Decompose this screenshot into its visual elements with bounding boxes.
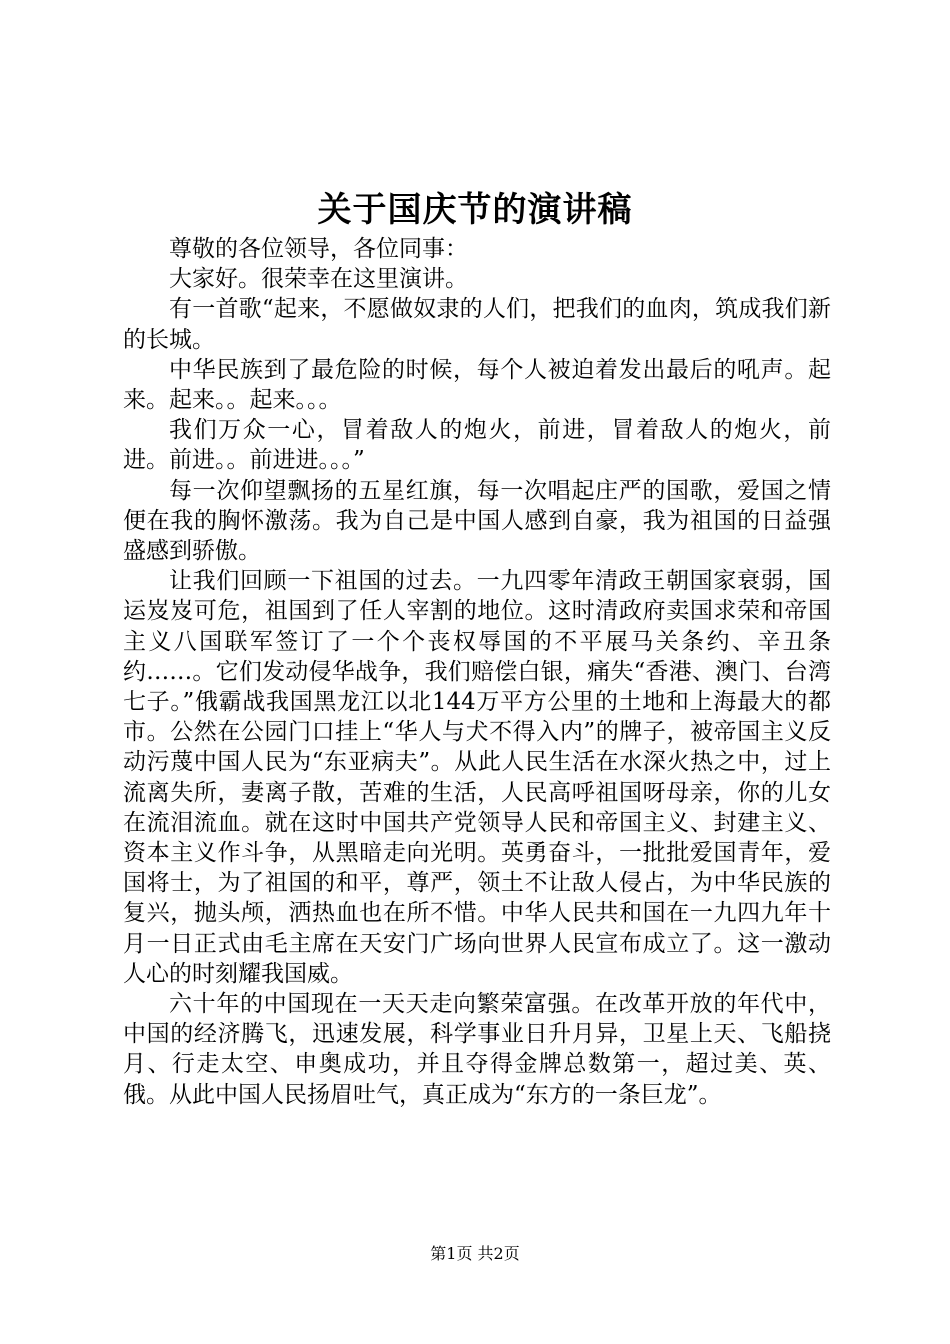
paragraph-anthem-danger: 中华民族到了最危险的时候，每个人被迫着发出最后的吼声。起来。起来。。起来。。。 xyxy=(123,356,831,414)
page-number-footer: 第1页 共2页 xyxy=(430,1244,520,1263)
paragraph-sixty-years: 六十年的中国现在一天天走向繁荣富强。在改革开放的年代中，中国的经济腾飞，迅速发展，科学事业日升月异，卫星上天、飞船挠月、行走太空、申奥成功，并且夺得金牌总数第一，超过美、英、俄。从此中国人民扬眉吐气，真正成为“东方的一条巨龙”。 xyxy=(123,991,831,1108)
document-body xyxy=(123,234,831,1110)
paragraph-history: 让我们回顾一下祖国的过去。一九四零年清政王朝国家衰弱，国运岌岌可危，祖国到了任人宰割的地位。这时清政府卖国求荣和帝国主义八国联军签订了一个个丧权辱国的不平展马关条约、辛丑条约……。它们发动侵华战争，我们赔偿白银，痛失“香港、澳门、台湾七子。”俄霸战我国黑龙江以北144万平方公里的土地和上海最大的都市。公然在公园门口挂上“华人与犬不得入内”的牌子，被帝国主义反动污蔑中国人民为“东亚病夫”。从此人民生活在水深火热之中，过上流离失所，妻离子散，苦难的生活，人民高呼祖国呀母亲，你的儿女在流泪流血。就在这时中国共产党领导人民和帝国主义、封建主义、资本主义作斗争，从黑暗走向光明。英勇奋斗，一批批爱国青年，爱国将士，为了祖国的和平，尊严，领土不让敌人侵占，为中华民族的复兴，抛头颅，洒热血也在所不惜。中华人民共和国在一九四九年十月一日正式由毛主席在天安门广场向世界人民宣布成立了。这一激动人心的时刻耀我国威。 xyxy=(123,568,831,987)
paragraph-flag-pride: 每一次仰望飘扬的五星红旗，每一次唱起庄严的国歌，爱国之情便在我的胸怀激荡。我为自己是中国人感到自豪，我为祖国的日益强盛感到骄傲。 xyxy=(123,477,831,565)
paragraph-greeting: 大家好。很荣幸在这里演讲。 xyxy=(169,266,468,293)
paragraph-anthem-intro: 有一首歌“起来，不愿做奴隶的人们，把我们的血肉，筑成我们新的长城。 xyxy=(123,296,831,353)
paragraph-salutation: 尊敬的各位领导，各位同事： xyxy=(169,236,468,262)
paragraph-anthem-march: 我们万众一心，冒着敌人的炮火，前进，冒着敌人的炮火，前进。前进。。前进进。。。” xyxy=(123,417,831,474)
document-title: 关于国庆节的演讲稿 xyxy=(317,190,633,230)
